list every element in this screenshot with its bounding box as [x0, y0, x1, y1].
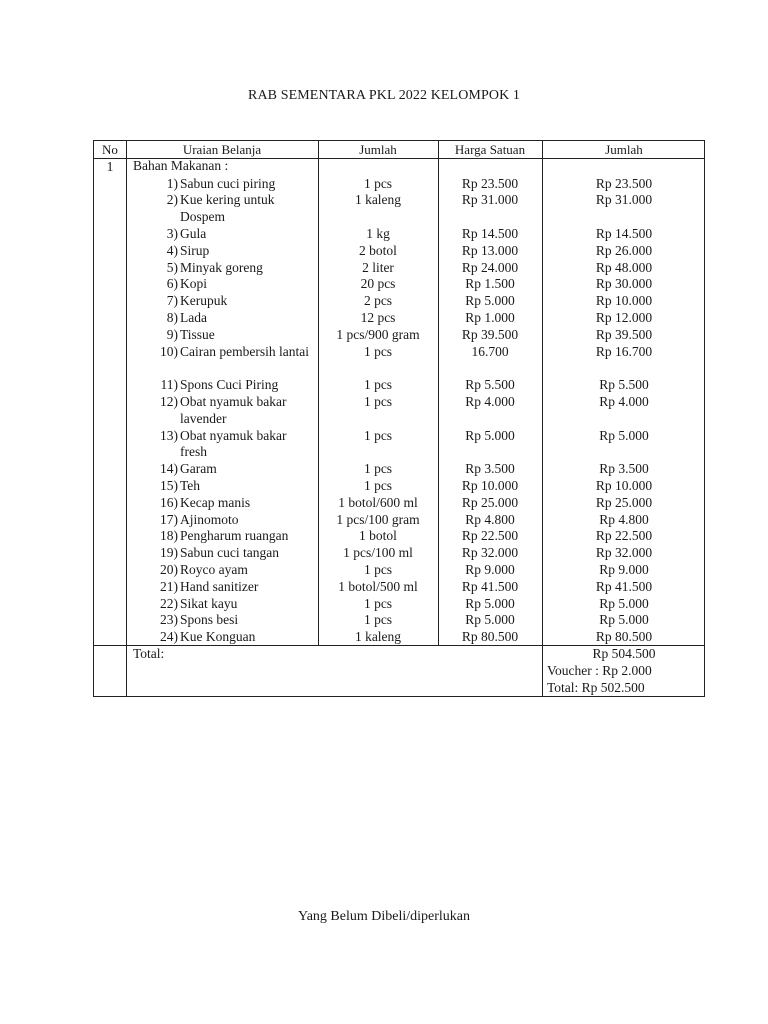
item-total: Rp 22.500 [595, 528, 653, 544]
item-number: 20) [160, 561, 178, 577]
category-label: Bahan Makanan : [133, 158, 229, 173]
header-uraian: Uraian Belanja [182, 142, 262, 157]
item-name: Royco ayam [180, 561, 248, 577]
item-number: 17) [160, 511, 178, 527]
item-number: 14) [160, 461, 178, 477]
item-price: Rp 1.000 [465, 309, 515, 325]
item-number: 2) [166, 192, 178, 208]
item-qty: 1 pcs [363, 561, 393, 577]
item-total: Rp 5.500 [599, 377, 649, 393]
item-total: Rp 4.000 [599, 393, 649, 409]
item-number: 6) [166, 276, 178, 292]
item-name: Minyak goreng [180, 259, 263, 275]
item-name: Kecap manis [180, 494, 251, 510]
item-total: Rp 23.500 [595, 175, 653, 191]
item-number: 18) [160, 528, 178, 544]
item-qty: 1 pcs/900 gram [336, 326, 420, 342]
budget-table [93, 140, 705, 697]
item-total: Rp 31.000 [595, 192, 653, 208]
item-total: Rp 10.000 [595, 477, 653, 493]
item-total: Rp 26.000 [595, 242, 653, 258]
item-price: Rp 3.500 [465, 461, 515, 477]
item-qty: 1 pcs [363, 175, 393, 191]
item-number: 3) [166, 225, 178, 241]
item-qty: 2 botol [359, 242, 397, 258]
item-number: 7) [166, 293, 178, 309]
item-name: Obat nyamuk bakar lavender [180, 393, 287, 426]
item-total: Rp 39.500 [595, 326, 653, 342]
item-number: 24) [160, 629, 178, 645]
item-total: Rp 5.000 [599, 595, 649, 611]
item-name: Gula [180, 225, 207, 241]
item-number: 8) [166, 309, 178, 325]
item-qty: 12 pcs [360, 309, 396, 325]
item-name: Garam [180, 461, 217, 477]
item-price: Rp 5.500 [465, 377, 515, 393]
voucher-value: Voucher : Rp 2.000 [547, 663, 652, 678]
item-qty: 1 pcs [363, 343, 393, 359]
item-name: Kopi [180, 276, 207, 292]
item-qty: 1 pcs [363, 595, 393, 611]
item-total: Rp 48.000 [595, 259, 653, 275]
item-price: 16.700 [471, 343, 509, 359]
item-total: Rp 5.000 [599, 612, 649, 628]
item-number: 11) [160, 377, 178, 393]
grand-total-value: Total: Rp 502.500 [547, 680, 645, 695]
item-number: 23) [160, 612, 178, 628]
item-price: Rp 9.000 [465, 561, 515, 577]
item-number: 16) [160, 494, 178, 510]
item-qty: 1 pcs/100 gram [336, 511, 420, 527]
item-total: Rp 80.500 [595, 629, 653, 645]
item-name: Tissue [180, 326, 215, 342]
item-qty: 1 pcs [363, 427, 393, 443]
item-name: Pengharum ruangan [180, 528, 289, 544]
item-qty: 1 pcs [363, 393, 393, 409]
item-name: Sirup [180, 242, 210, 258]
item-total: Rp 9.000 [599, 561, 649, 577]
item-name: Teh [180, 477, 201, 493]
header-jumlah-qty: Jumlah [359, 142, 397, 157]
col-divider [126, 141, 127, 696]
item-price: Rp 4.800 [465, 511, 515, 527]
header-no: No [102, 142, 118, 157]
item-number: 10) [160, 343, 178, 359]
row-number: 1 [106, 159, 114, 174]
item-price: Rp 14.500 [461, 225, 519, 241]
item-number: 19) [160, 545, 178, 561]
item-price: Rp 39.500 [461, 326, 519, 342]
item-qty: 1 pcs [363, 612, 393, 628]
item-price: Rp 23.500 [461, 175, 519, 191]
item-number: 13) [160, 427, 178, 443]
item-name: Spons Cuci Piring [180, 377, 279, 393]
item-price: Rp 32.000 [461, 545, 519, 561]
subtotal-value: Rp 504.500 [592, 646, 656, 661]
document-title: RAB SEMENTARA PKL 2022 KELOMPOK 1 [248, 88, 520, 103]
item-name: Cairan pembersih lantai [180, 343, 309, 359]
item-price: Rp 5.000 [465, 293, 515, 309]
item-qty: 1 kg [366, 225, 390, 241]
item-price: Rp 5.000 [465, 427, 515, 443]
item-name: Lada [180, 309, 207, 325]
item-qty: 1 botol/600 ml [338, 494, 418, 510]
item-total: Rp 3.500 [599, 461, 649, 477]
item-price: Rp 24.000 [461, 259, 519, 275]
item-number: 21) [160, 578, 178, 594]
item-total: Rp 14.500 [595, 225, 653, 241]
item-number: 22) [160, 595, 178, 611]
item-qty: 1 pcs [363, 477, 393, 493]
item-qty: 1 pcs [363, 377, 393, 393]
item-name: Kue Konguan [180, 629, 256, 645]
item-price: Rp 5.000 [465, 612, 515, 628]
item-name: Kerupuk [180, 293, 228, 309]
item-number: 15) [160, 477, 178, 493]
header-jumlah-total: Jumlah [605, 142, 643, 157]
footer-note: Yang Belum Dibeli/diperlukan [297, 909, 470, 924]
item-name: Kue kering untuk Dospem [180, 192, 275, 225]
item-price: Rp 31.000 [461, 192, 519, 208]
item-name: Spons besi [180, 612, 239, 628]
item-price: Rp 5.000 [465, 595, 515, 611]
total-label: Total: [133, 646, 165, 661]
item-total: Rp 5.000 [599, 427, 649, 443]
item-number: 1) [166, 175, 178, 191]
item-total: Rp 12.000 [595, 309, 653, 325]
item-name: Ajinomoto [180, 511, 239, 527]
header-harga-satuan: Harga Satuan [454, 142, 526, 157]
item-number: 5) [166, 259, 178, 275]
item-qty: 1 pcs [363, 461, 393, 477]
item-name: Sikat kayu [180, 595, 238, 611]
item-name: Sabun cuci piring [180, 175, 276, 191]
item-qty: 20 pcs [360, 276, 396, 292]
item-number: 9) [166, 326, 178, 342]
item-number: 12) [160, 393, 178, 409]
item-total: Rp 4.800 [599, 511, 649, 527]
item-total: Rp 10.000 [595, 293, 653, 309]
item-price: Rp 13.000 [461, 242, 519, 258]
item-total: Rp 32.000 [595, 545, 653, 561]
item-number: 4) [166, 242, 178, 258]
item-name: Obat nyamuk bakar fresh [180, 427, 287, 460]
item-total: Rp 41.500 [595, 578, 653, 594]
item-price: Rp 41.500 [461, 578, 519, 594]
item-price: Rp 22.500 [461, 528, 519, 544]
item-qty: 1 kaleng [354, 629, 402, 645]
item-price: Rp 4.000 [465, 393, 515, 409]
item-name: Hand sanitizer [180, 578, 259, 594]
item-qty: 1 botol/500 ml [338, 578, 418, 594]
item-qty: 1 kaleng [354, 192, 402, 208]
item-price: Rp 25.000 [461, 494, 519, 510]
item-qty: 1 botol [359, 528, 397, 544]
item-price: Rp 1.500 [465, 276, 515, 292]
item-total: Rp 25.000 [595, 494, 653, 510]
item-qty: 2 pcs [363, 293, 393, 309]
item-name: Sabun cuci tangan [180, 545, 279, 561]
item-price: Rp 80.500 [461, 629, 519, 645]
item-qty: 2 liter [362, 259, 394, 275]
item-total: Rp 30.000 [595, 276, 653, 292]
item-qty: 1 pcs/100 ml [343, 545, 413, 561]
item-price: Rp 10.000 [461, 477, 519, 493]
item-total: Rp 16.700 [595, 343, 653, 359]
